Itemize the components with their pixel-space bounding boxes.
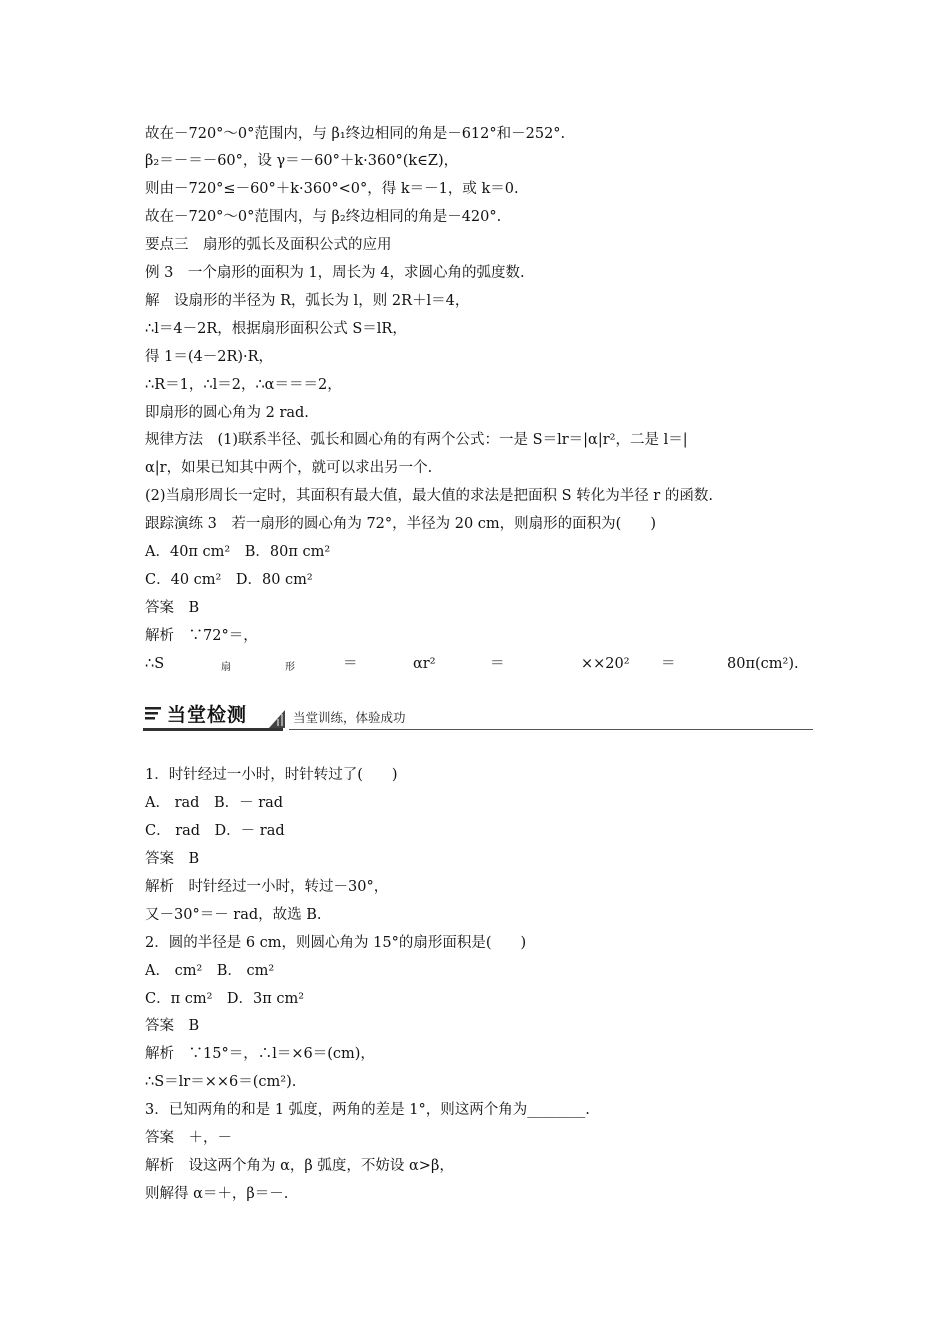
text-line: 规律方法 (1)联系半径、弧长和圆心角的有两个公式：一是 S＝lr＝|α|r²，二是 l＝| — [145, 432, 688, 448]
analysis-line: 解析 时针经过一小时，转过－30°， — [145, 879, 389, 895]
triangle-corner-icon — [269, 708, 285, 728]
area-sub-1: 扇 — [221, 662, 231, 673]
answer-line: 答案 B — [145, 1018, 200, 1034]
example-line: 例 3 一个扇形的面积为 1，周长为 4，求圆心角的弧度数. — [145, 265, 525, 281]
section-heading: 要点三 扇形的弧长及面积公式的应用 — [145, 237, 392, 253]
equals-sign: ＝ — [343, 656, 358, 672]
option-line: A． cm² B． cm² — [145, 963, 275, 979]
answer-line: 答案 B — [145, 851, 200, 867]
text-line: (2)当扇形周长一定时，其面积有最大值，最大值的求法是把面积 S 转化为半径 r 的函数. — [145, 488, 713, 504]
text-line: β₂＝－＝－60°，设 γ＝－60°＋k·360°(k∈Z)， — [145, 153, 459, 169]
answer-line: 答案 ＋，－ — [145, 1130, 232, 1146]
text-line: 又－30°＝－ rad，故选 B. — [145, 907, 322, 923]
option-line: A．40π cm² B．80π cm² — [145, 544, 331, 560]
text-line: 则解得 α＝＋，β＝－. — [145, 1186, 289, 1202]
area-formula-line — [145, 651, 805, 677]
text-line: ∴S＝lr＝××6＝(cm²). — [145, 1074, 297, 1090]
option-line: C．40 cm² D．80 cm² — [145, 572, 313, 588]
option-line: A． rad B．－ rad — [145, 795, 284, 811]
area-term-1: αr² — [413, 656, 436, 672]
text-line: ∴l＝4－2R，根据扇形面积公式 S＝lR， — [145, 321, 407, 337]
section-subtitle: 当堂训练，体验成功 — [293, 710, 406, 725]
text-line: 即扇形的圆心角为 2 rad. — [145, 405, 309, 421]
equals-sign: ＝ — [490, 656, 505, 672]
text-line: 故在－720°～0°范围内，与 β₁终边相同的角是－612°和－252°. — [145, 126, 566, 142]
text-line: 则由－720°≤－60°＋k·360°<0°，得 k＝－1，或 k＝0. — [145, 181, 519, 197]
section-rule-thin — [289, 729, 813, 730]
area-prefix: ∴S — [145, 656, 165, 672]
answer-line: 答案 B — [145, 600, 200, 616]
question-line: 3．已知两角的和是 1 弧度，两角的差是 1°，则这两个角为________. — [145, 1102, 590, 1118]
area-result: 80π(cm²). — [727, 656, 799, 672]
area-sub-2: 形 — [285, 662, 295, 673]
equals-sign: ＝ — [661, 656, 676, 672]
text-line: 故在－720°～0°范围内，与 β₂终边相同的角是－420°. — [145, 209, 502, 225]
analysis-line: 解析 ∵15°＝，∴l＝×6＝(cm)， — [145, 1046, 375, 1062]
text-line: ∴R＝1，∴l＝2，∴α＝＝＝2， — [145, 377, 342, 393]
text-line: 解 设扇形的半径为 R，弧长为 l，则 2R＋l＝4， — [145, 293, 470, 309]
analysis-line: 解析 ∵72°＝， — [145, 628, 258, 644]
question-line: 2．圆的半径是 6 cm，则圆心角为 15°的扇形面积是( ) — [145, 935, 527, 951]
option-line: C．π cm² D．3π cm² — [145, 991, 305, 1007]
analysis-line: 解析 设这两个角为 α，β 弧度，不妨设 α>β， — [145, 1158, 454, 1174]
section-rule-thick — [143, 728, 283, 731]
option-line: C． rad D．－ rad — [145, 823, 285, 839]
question-line: 1．时针经过一小时，时针转过了( ) — [145, 767, 398, 783]
section-header — [143, 700, 813, 732]
section-stripes-icon — [145, 706, 161, 722]
text-line: α|r，如果已知其中两个，就可以求出另一个. — [145, 460, 433, 476]
area-term-2: ××20² — [581, 656, 630, 672]
text-line: 得 1＝(4－2R)·R， — [145, 349, 274, 365]
exercise-line: 跟踪演练 3 若一扇形的圆心角为 72°，半径为 20 cm，则扇形的面积为( ) — [145, 516, 656, 532]
section-title: 当堂检测 — [167, 704, 248, 726]
